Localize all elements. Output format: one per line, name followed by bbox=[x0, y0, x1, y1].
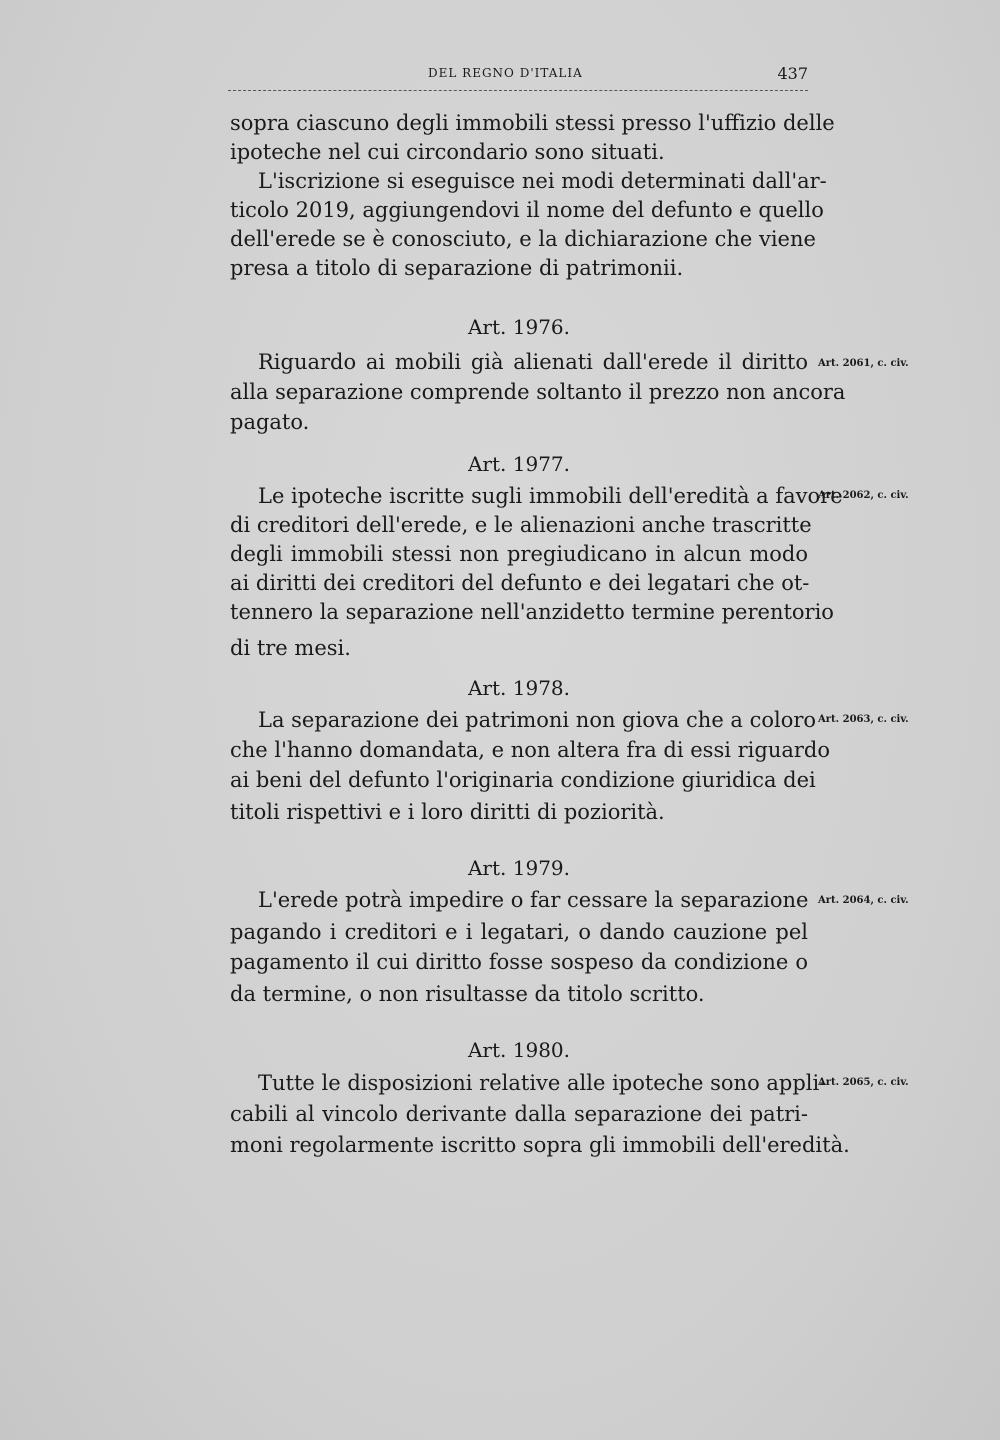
page-header bbox=[228, 66, 808, 91]
margin-reference: Art. 2063, c. civ. bbox=[818, 714, 909, 725]
text-line: moni regolarmente iscritto sopra gli immobili dell'eredità. bbox=[230, 1133, 850, 1157]
text-line: dell'erede se è conosciuto, e la dichiarazione che viene bbox=[230, 227, 816, 251]
text-line: di tre mesi. bbox=[230, 636, 351, 660]
text-line: titoli rispettivi e i loro diritti di poziorità. bbox=[230, 800, 665, 824]
article-heading: Art. 1979. bbox=[467, 856, 570, 880]
text-line: che l'hanno domandata, e non altera fra di essi riguardo bbox=[230, 738, 830, 762]
text-line: Le ipoteche iscritte sugli immobili dell'eredità a favore bbox=[258, 484, 843, 508]
text-line: sopra ciascuno degli immobili stessi presso l'uffizio delle bbox=[230, 111, 835, 135]
text-line: ipoteche nel cui circondario sono situati. bbox=[230, 140, 665, 164]
page-number: 437 bbox=[777, 64, 808, 83]
text-line: La separazione dei patrimoni non giova che a coloro bbox=[258, 708, 817, 732]
text-line: alla separazione comprende soltanto il prezzo non ancora bbox=[230, 380, 846, 404]
article-heading: Art. 1978. bbox=[467, 676, 570, 700]
text-line: da termine, o non risultasse da titolo scritto. bbox=[230, 982, 705, 1006]
margin-reference: Art. 2061, c. civ. bbox=[818, 358, 909, 369]
text-line: presa a titolo di separazione di patrimonii. bbox=[230, 256, 684, 280]
margin-reference: Art. 2062, c. civ. bbox=[818, 490, 909, 501]
text-line: Riguardo ai mobili già alienati dall'erede il diritto bbox=[258, 350, 808, 374]
article-heading: Art. 1980. bbox=[467, 1038, 570, 1062]
text-line: L'iscrizione si eseguisce nei modi determinati dall'ar- bbox=[258, 169, 827, 193]
text-line: pagamento il cui diritto fosse sospeso da condizione o bbox=[230, 950, 808, 974]
margin-reference: Art. 2065, c. civ. bbox=[818, 1077, 909, 1088]
text-line: tennero la separazione nell'anzidetto termine perentorio bbox=[230, 600, 834, 624]
text-line: degli immobili stessi non pregiudicano in alcun modo bbox=[230, 542, 808, 566]
text-line: ticolo 2019, aggiungendovi il nome del defunto e quello bbox=[230, 198, 824, 222]
margin-reference: Art. 2064, c. civ. bbox=[818, 895, 909, 906]
text-line: di creditori dell'erede, e le alienazioni anche trascritte bbox=[230, 513, 812, 537]
text-line: ai diritti dei creditori del defunto e dei legatari che ot- bbox=[230, 571, 810, 595]
text-line: ai beni del defunto l'originaria condizione giuridica dei bbox=[230, 768, 816, 792]
running-title: DEL REGNO D'ITALIA bbox=[428, 66, 583, 80]
text-line: pagando i creditori e i legatari, o dando cauzione pel bbox=[230, 920, 808, 944]
text-line: cabili al vincolo derivante dalla separazione dei patri- bbox=[230, 1102, 808, 1126]
article-heading: Art. 1976. bbox=[467, 315, 570, 339]
text-line: Tutte le disposizioni relative alle ipoteche sono appli- bbox=[258, 1071, 827, 1095]
text-line: pagato. bbox=[230, 410, 310, 434]
article-heading: Art. 1977. bbox=[467, 452, 570, 476]
text-line: L'erede potrà impedire o far cessare la separazione bbox=[258, 888, 809, 912]
